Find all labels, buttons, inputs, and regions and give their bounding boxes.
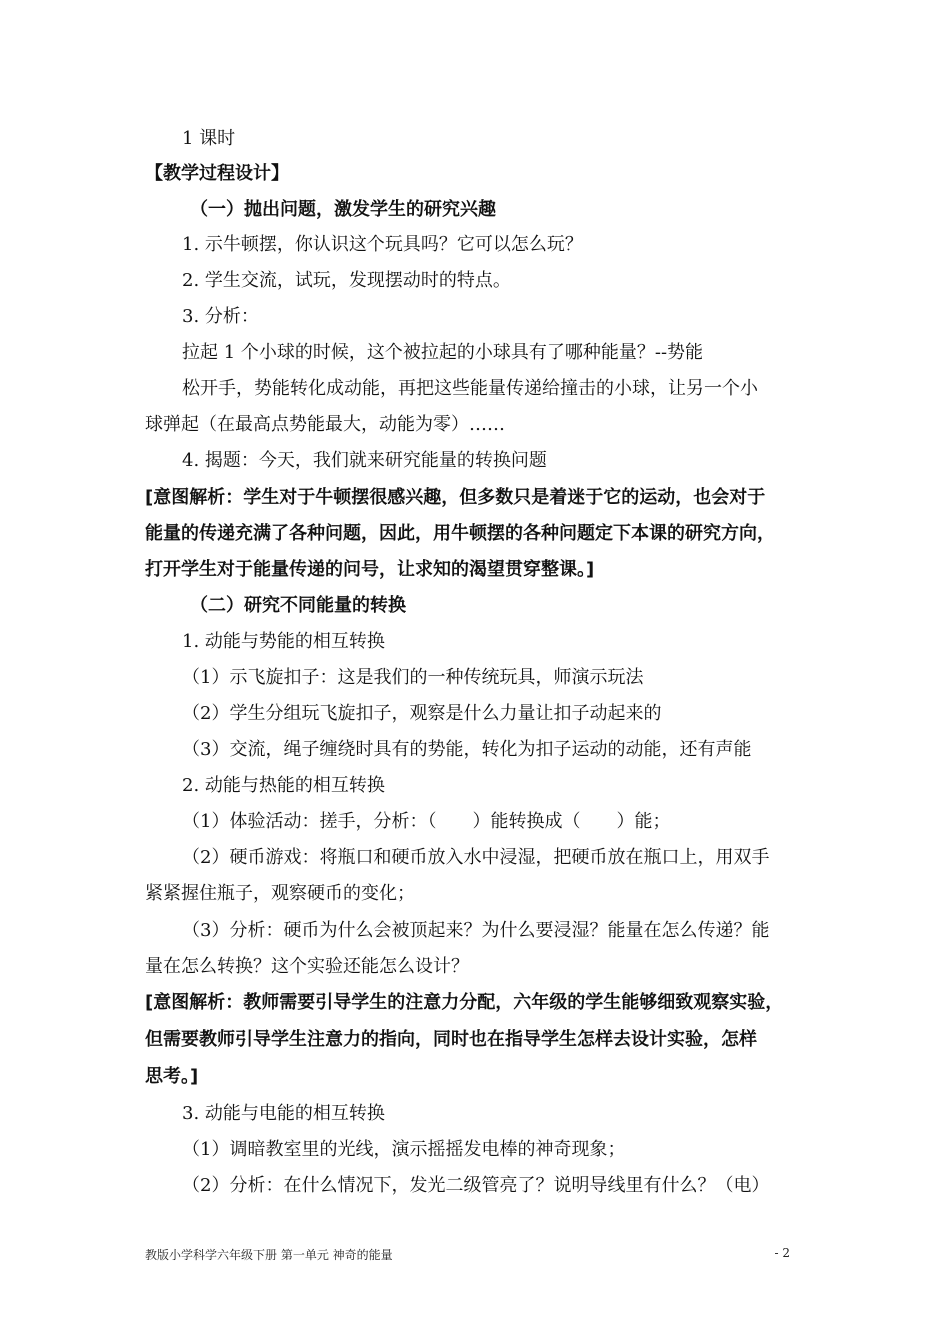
- footer-title: 教版小学科学六年级下册 第一单元 神奇的能量: [145, 1248, 393, 1262]
- part2-s2-2a: （2）硬币游戏：将瓶口和硬币放入水中浸湿，把硬币放在瓶口上，用双手: [182, 847, 770, 868]
- part1-item4: 4. 揭题：今天，我们就来研究能量的转换问题: [182, 450, 547, 471]
- part2-s1-3: （3）交流，绳子缠绕时具有的势能，转化为扣子运动的动能，还有声能: [182, 739, 752, 760]
- part1-title: （一）抛出问题，激发学生的研究兴趣: [190, 199, 496, 220]
- part2-s3-2: （2）分析：在什么情况下，发光二级管亮了？说明导线里有什么？（电）: [182, 1175, 770, 1196]
- part1-analysis2b: 球弹起（在最高点势能最大，动能为零）……: [145, 414, 505, 435]
- part2-title: （二）研究不同能量的转换: [190, 595, 406, 616]
- part2-s3: 3. 动能与电能的相互转换: [182, 1103, 385, 1124]
- page-number: - 2: [774, 1246, 790, 1260]
- part2-s2-3b: 量在怎么转换？这个实验还能怎么设计？: [145, 956, 469, 977]
- lesson-hours: 1 课时: [182, 128, 236, 149]
- part2-s1-2: （2）学生分组玩飞旋扣子，观察是什么力量让扣子动起来的: [182, 703, 662, 724]
- part1-intent-a: [意图解析：学生对于牛顿摆很感兴趣，但多数只是着迷于它的运动，也会对于: [145, 487, 766, 508]
- part2-intent-c: 思考。]: [145, 1066, 199, 1087]
- part2-s1: 1. 动能与势能的相互转换: [182, 631, 385, 652]
- part1-analysis2a: 松开手，势能转化成动能，再把这些能量传递给撞击的小球，让另一个小: [182, 378, 758, 399]
- part1-item3: 3. 分析：: [182, 306, 259, 327]
- part2-s1-1: （1）示飞旋扣子：这是我们的一种传统玩具，师演示玩法: [182, 667, 644, 688]
- part1-intent-c: 打开学生对于能量传递的问号，让求知的渴望贯穿整课。]: [145, 559, 595, 580]
- part1-analysis1: 拉起 1 个小球的时候，这个被拉起的小球具有了哪种能量？--势能: [182, 342, 704, 363]
- part2-s2-3a: （3）分析：硬币为什么会被顶起来？为什么要浸湿？能量在怎么传递？能: [182, 920, 770, 941]
- part2-intent-b: 但需要教师引导学生注意力的指向，同时也在指导学生怎样去设计实验，怎样: [145, 1029, 757, 1050]
- part2-s3-1: （1）调暗教室里的光线，演示摇摇发电棒的神奇现象；: [182, 1139, 626, 1160]
- part2-s2-2b: 紧紧握住瓶子，观察硬币的变化；: [145, 883, 415, 904]
- part2-intent-a: [意图解析：教师需要引导学生的注意力分配，六年级的学生能够细致观察实验，: [145, 992, 784, 1013]
- part1-intent-b: 能量的传递充满了各种问题，因此，用牛顿摆的各种问题定下本课的研究方向，: [145, 523, 775, 544]
- part2-s2-1: （1）体验活动：搓手，分析：（ ）能转换成（ ）能；: [182, 811, 671, 832]
- part1-item2: 2. 学生交流，试玩，发现摆动时的特点。: [182, 270, 511, 291]
- part2-s2: 2. 动能与热能的相互转换: [182, 775, 385, 796]
- section-title: 【教学过程设计】: [145, 163, 289, 184]
- part1-item1: 1. 示牛顿摆，你认识这个玩具吗？它可以怎么玩？: [182, 234, 583, 255]
